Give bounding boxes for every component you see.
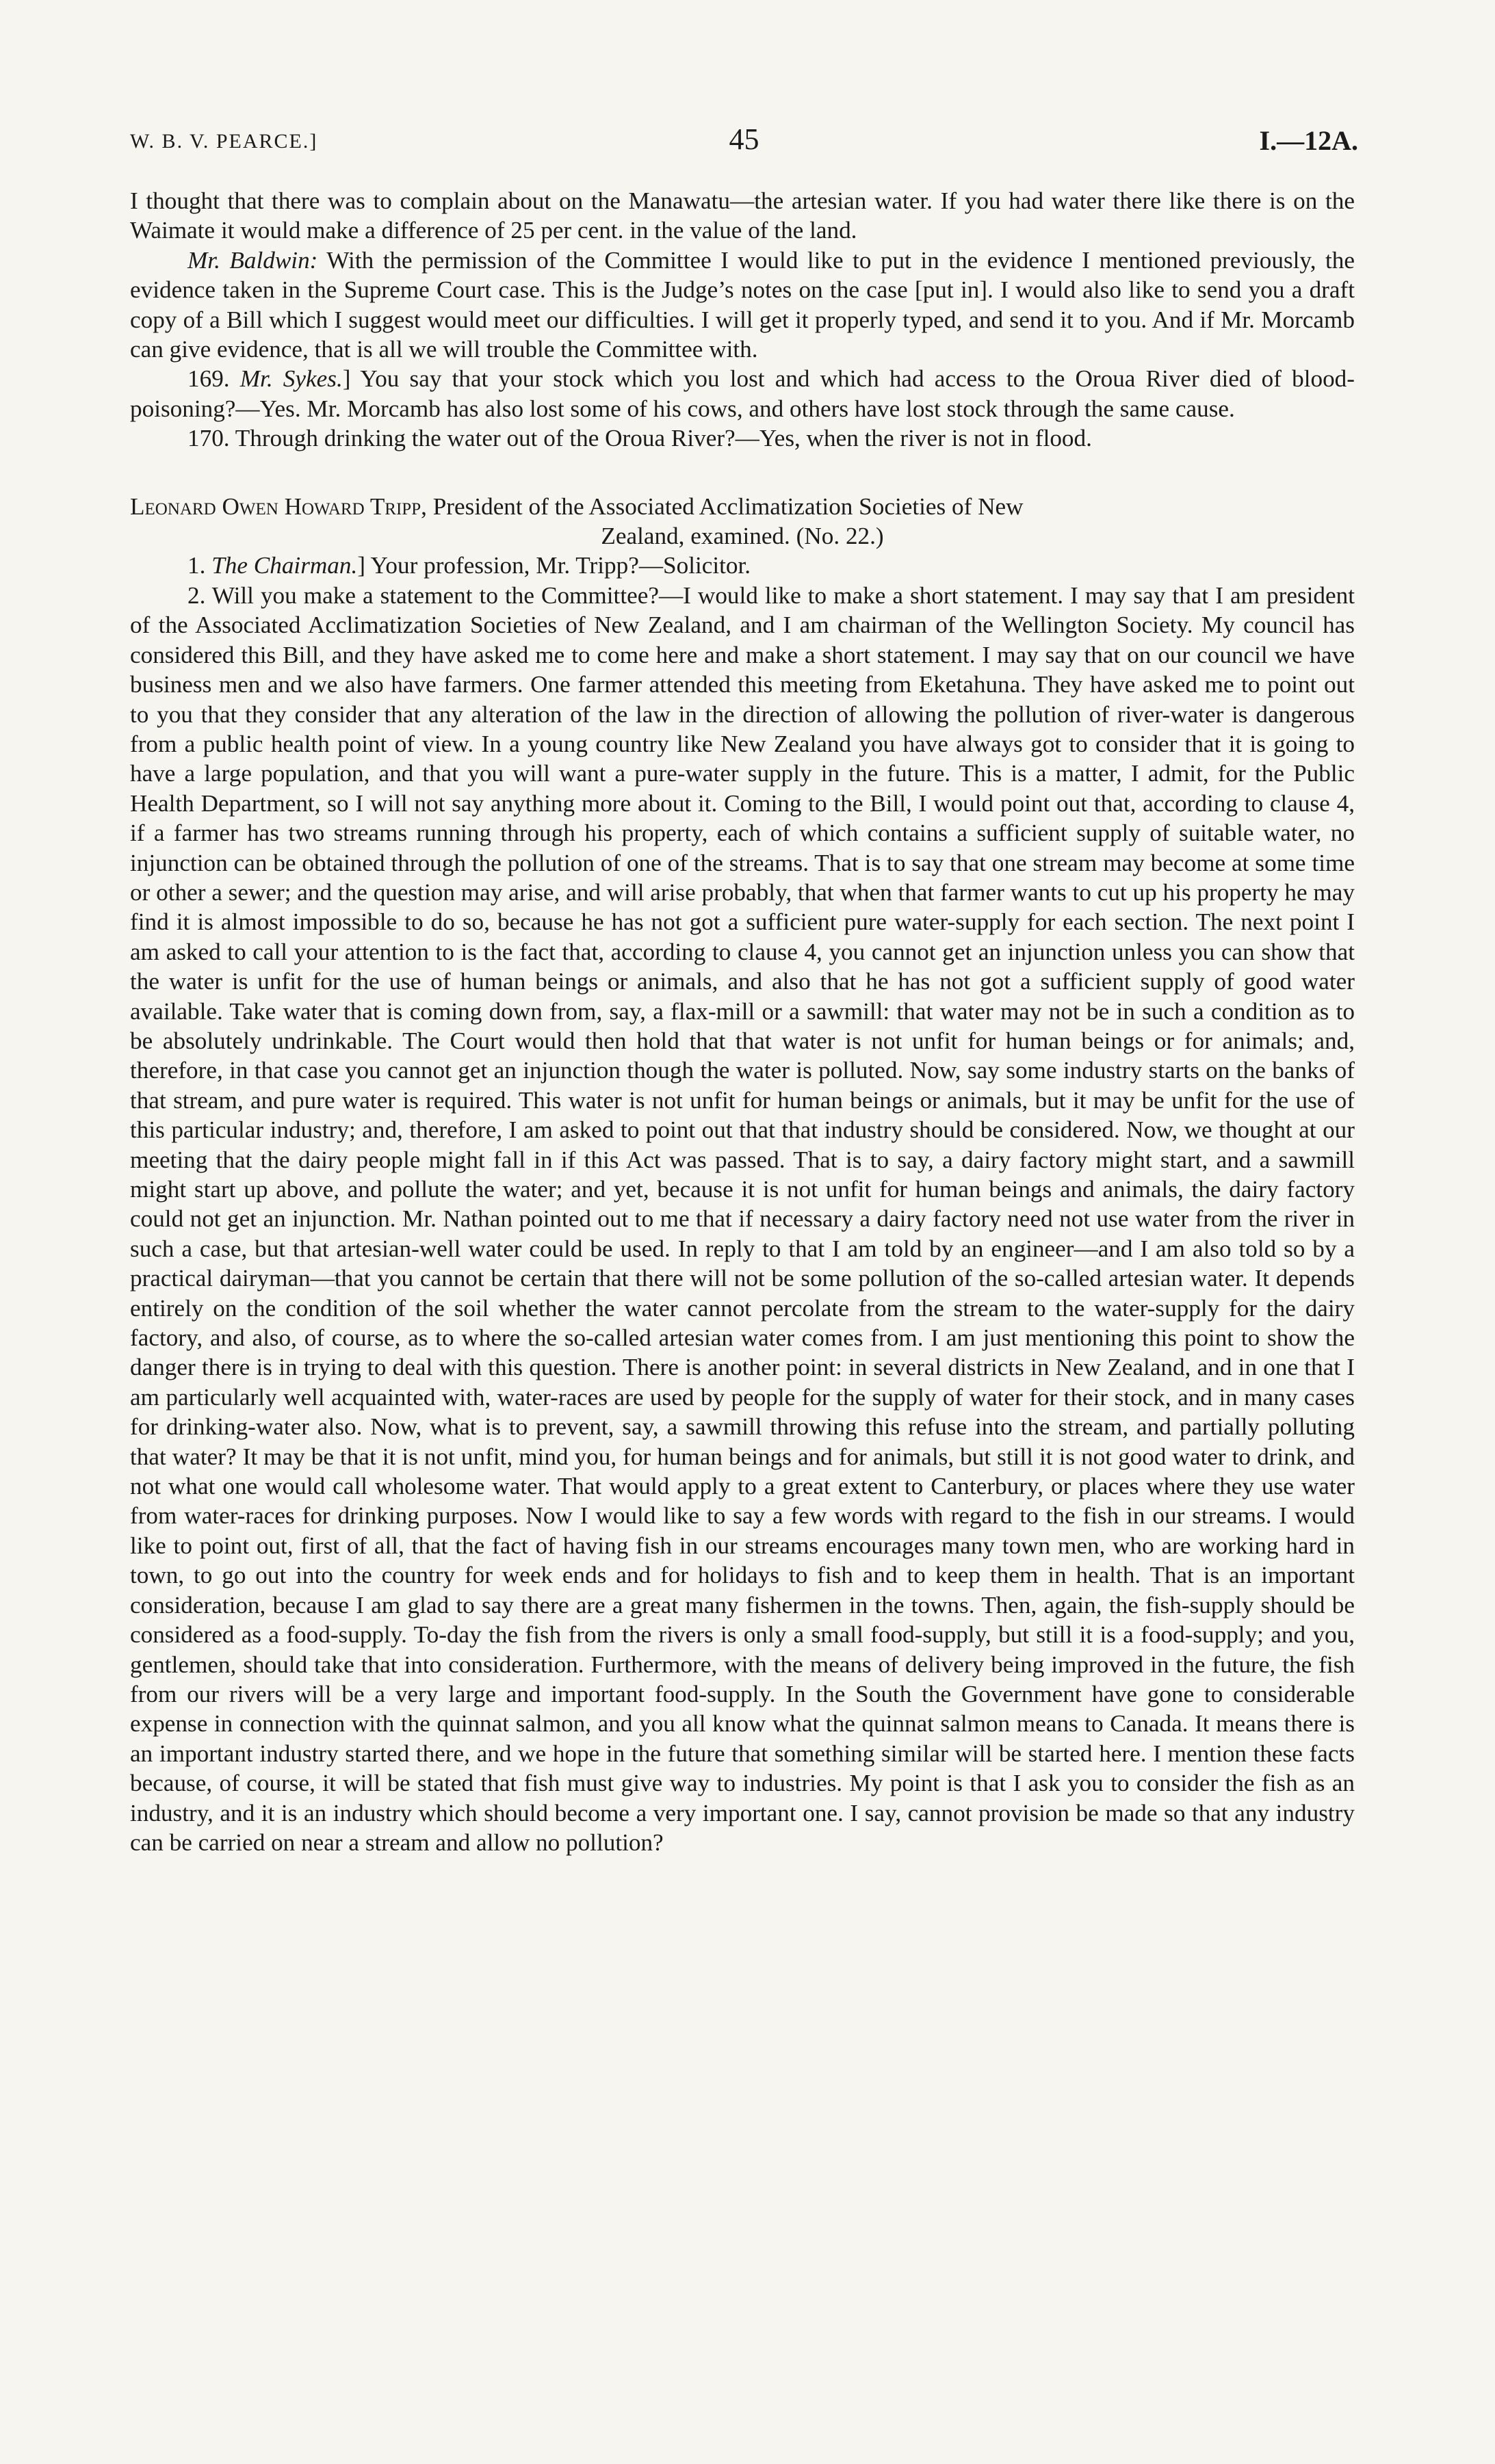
page-body (130, 186, 1355, 1857)
question-169 (130, 364, 1355, 423)
question-2-statement: 2. Will you make a statement to the Committee?—I would like to make a short statement. I may say that I am president of the Associated Acclimatization Societies of New Zealand, and I am chairman of the Wellington Society. My council has considered this Bill, and they have asked me to come here and make a short statement. I may say that on our council we have business men and we also have farmers. One farmer attended this meeting from Eketahuna. They have asked me to point out to you that they consider that any alteration of the law in the direction of allowing the pollution of river-water is dangerous from a public health point of view. In a young country like New Zealand you have always got to consider that it is going to have a large population, and that you will want a pure-water supply in the future. This is a matter, I admit, for the Public Health Department, so I will not say anything more about it. Coming to the Bill, I would point out that, according to clause 4, if a farmer has two streams running through his property, each of which contains a sufficient supply of suitable water, no injunction can be obtained through the pollution of one of the streams. That is to say that one stream may become at some time or other a sewer; and the question may arise, and will arise probably, that when that farmer wants to cut up his property he may find it is almost impossible to do so, because he has not got a sufficient pure water-supply for each section. The next point I am asked to call your attention to is the fact that, according to clause 4, you cannot get an injunction unless you can show that the water is unfit for the use of human beings or animals, and also that he has not got a sufficient supply of good water available. Take water that is coming down from, say, a flax-mill or a sawmill: that water may not be in such a condition as to be absolutely undrinkable. The Court would then hold that that water is not unfit for human beings or for animals; and, therefore, in that case you cannot get an injunction though the water is polluted. Now, say some industry starts on the banks of that stream, and pure water is required. This water is not unfit for human beings or animals, but it may be unfit for the use of this particular industry; and, therefore, I am asked to point out that that industry should be considered. Now, we thought at our meeting that the dairy people might fall in if this Act was passed. That is to say, a dairy factory might start, and a sawmill might start up above, and pollute the water; and yet, because it is not unfit for human beings and animals, the dairy factory could not get an injunction. Mr. Nathan pointed out to me that if necessary a dairy factory need not use water from the river in such a case, but that artesian-well water could be used. In reply to that I am told by an engineer—and I am also told so by a practical dairyman—that you cannot be certain that there will not be some pollution of the so-called artesian water. It depends entirely on the condition of the soil whether the water cannot percolate from the stream to the water-supply for the dairy factory, and also, of course, as to where the so-called artesian water comes from. I am just mentioning this point to show the danger there is in trying to deal with this question. There is another point: in several districts in New Zealand, and in one that I am particularly well acquainted with, water-races are used by people for the supply of water for their stock, and in many cases for drinking-water also. Now, what is to prevent, say, a sawmill throwing this refuse into the stream, and partially polluting that water? It may be that it is not unfit, mind you, for human beings and for animals, but still it is not good water to drink, and not what one would call wholesome water. That would apply to a great extent to Canterbury, or places where they use water from water-races for drinking purposes. Now I would like to say a few words with regard to the fish in our streams. I would like to point out, first of all, that the fact of having fish in our streams encourages many town men, who are working hard in town, to go out into the country for week ends and for holidays to fish and to keep them in health. That is an important consideration, because I am glad to say there are a great many fishermen in the towns. Then, again, the fish-supply should be considered as a food-supply. To-day the fish from the rivers is only a small food-supply, but still it is a food-supply; and you, gentlemen, should take that into consideration. Furthermore, with the means of delivery being improved in the future, the fish from our rivers will be a very large and important food-supply. In the South the Government have gone to considerable expense in connection with the quinnat salmon, and you all know what the quinnat salmon means to Canada. It means there is an important industry started there, and we hope in the future that something similar will be started here. I mention these facts because, of course, it will be stated that fish must give way to industries. My point is that I ask you to consider the fish as an industry, and it is an industry which should become a very important one. I say, cannot provision be made so that any industry can be carried on near a stream and allow no pollution? (130, 581, 1355, 1856)
paragraph-baldwin (130, 246, 1355, 365)
section-gap (130, 454, 1355, 492)
question-170: 170. Through drinking the water out of the Oroua River?—Yes, when the river is not in flood. (187, 425, 1092, 452)
speaker-chairman: The Chairman. (211, 552, 358, 579)
page-number: 45 (729, 122, 759, 156)
question-169-number: 169. (187, 365, 240, 393)
witness-heading (130, 492, 1355, 521)
page-header (130, 122, 1358, 163)
witness-title-line2: Zealand, examined. (No. 22.) (601, 523, 884, 550)
witness-running-head: W. B. V. PEARCE.] (130, 130, 318, 153)
paragraph-artesian: I thought that there was to complain about on the Manawatu—the artesian water. If you had water there like there is on the Waimate it would make a difference of 25 per cent. in the value of the land. (130, 187, 1355, 244)
question-1-number: 1. (187, 552, 212, 579)
paper-reference: I.—12A. (1259, 125, 1358, 156)
speaker-sykes: Mr. Sykes. (239, 365, 343, 393)
witness-title-line1: , President of the Associated Acclimatization Societies of New (421, 493, 1024, 520)
witness-name: Leonard Owen Howard Tripp (130, 493, 421, 520)
question-1 (130, 551, 1355, 580)
speaker-baldwin: Mr. Baldwin: (187, 246, 318, 274)
question-169-text: ] You say that your stock which you lost and which had access to the Oroua River died of blood-poisoning?—Yes. Mr. Morcamb has also lost some of his cows, and others have lost stock through the same cause. (130, 365, 1355, 422)
baldwin-text: With the permission of the Committee I would like to put in the evidence I mentioned previously, the evidence taken in the Supreme Court case. This is the Judge’s notes on the case [put in]. I would also like to send you a draft copy of a Bill which I suggest would meet our difficulties. I will get it properly typed, and send it to you. And if Mr. Morcamb can give evidence, that is all we will trouble the Committee with. (130, 246, 1355, 363)
question-1-text: ] Your profession, Mr. Tripp?—Solicitor. (357, 552, 751, 579)
